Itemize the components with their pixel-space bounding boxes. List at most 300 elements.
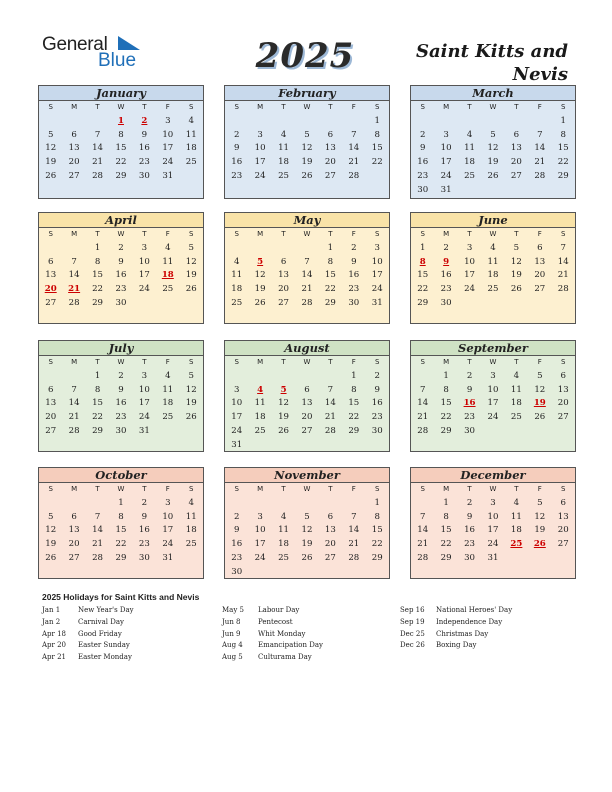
day-cell: 21 <box>348 539 360 550</box>
empty-day-cell <box>39 497 62 511</box>
empty-day-cell <box>458 184 481 198</box>
weekday-header <box>411 101 575 115</box>
holiday-day-cell: 2 <box>141 115 148 126</box>
day-cell: 19 <box>301 539 313 550</box>
day-cell: 29 <box>440 425 452 436</box>
holiday-column <box>222 605 396 664</box>
empty-day-cell <box>62 497 85 511</box>
day-cell: 15 <box>348 398 360 409</box>
day-cell: 8 <box>560 129 566 140</box>
day-cell: 22 <box>115 539 127 550</box>
day-cell: 30 <box>115 297 127 308</box>
holiday-day-cell: 26 <box>533 539 546 550</box>
day-cell: 19 <box>534 525 546 536</box>
holiday-column <box>400 605 570 652</box>
day-cell: 15 <box>440 525 452 536</box>
weekday-label: S <box>561 103 566 111</box>
day-cell: 10 <box>162 511 174 522</box>
empty-day-cell <box>411 370 434 384</box>
empty-day-cell <box>366 566 389 580</box>
holiday-date: Jun 8 <box>222 617 241 626</box>
day-cell: 22 <box>348 412 360 423</box>
holidays-title: 2025 Holidays for Saint Kitts and Nevis <box>42 592 200 602</box>
month-name: October <box>39 468 203 483</box>
week-row <box>411 297 575 311</box>
empty-day-cell <box>342 566 365 580</box>
day-cell: 5 <box>47 129 54 140</box>
day-cell: 24 <box>138 412 150 423</box>
day-cell: 13 <box>68 143 80 154</box>
day-cell: 18 <box>487 270 499 281</box>
day-cell: 20 <box>557 525 569 536</box>
holiday-day-cell: 20 <box>44 284 57 295</box>
holiday-name: New Year's Day <box>78 606 134 614</box>
week-row <box>411 184 575 198</box>
day-cell: 25 <box>510 412 522 423</box>
day-cell: 25 <box>254 425 266 436</box>
empty-day-cell <box>411 115 434 129</box>
day-cell: 13 <box>278 270 290 281</box>
country-line-1: Saint Kitts and <box>415 41 568 62</box>
day-cell: 9 <box>466 511 473 522</box>
weekday-label: S <box>189 485 194 493</box>
day-cell: 25 <box>278 552 290 563</box>
empty-day-cell <box>366 439 389 453</box>
week-row <box>39 129 203 143</box>
day-cell: 18 <box>278 539 290 550</box>
day-cell: 22 <box>371 157 383 168</box>
weekday-label: F <box>165 230 170 238</box>
week-row <box>39 524 203 538</box>
day-cell: 2 <box>419 129 426 140</box>
weekday-header <box>411 483 575 497</box>
day-cell: 1 <box>443 370 449 381</box>
empty-day-cell <box>481 425 504 439</box>
day-cell: 26 <box>278 425 290 436</box>
holiday-row <box>400 605 570 617</box>
day-cell: 8 <box>94 256 101 267</box>
holiday-date: Sep 16 <box>400 606 425 614</box>
day-cell: 17 <box>487 525 499 536</box>
day-cell: 28 <box>68 425 80 436</box>
day-cell: 13 <box>68 525 80 536</box>
day-cell: 28 <box>324 425 336 436</box>
weekday-label: F <box>165 358 170 366</box>
weekday-label: S <box>420 485 425 493</box>
weekday-label: T <box>142 358 147 366</box>
country-title <box>368 40 568 86</box>
weekday-label: F <box>351 103 356 111</box>
empty-day-cell <box>528 115 551 129</box>
weekday-label: T <box>281 230 286 238</box>
empty-day-cell <box>528 425 551 439</box>
holiday-date: Aug 5 <box>222 653 243 662</box>
day-cell: 26 <box>301 170 313 181</box>
day-cell: 19 <box>45 539 57 550</box>
day-cell: 1 <box>94 242 101 253</box>
day-cell: 11 <box>162 384 174 395</box>
week-row <box>225 552 389 566</box>
day-cell: 2 <box>233 511 240 522</box>
weekday-label: M <box>443 230 450 238</box>
day-cell: 3 <box>141 242 148 253</box>
weekday-header <box>39 228 203 242</box>
day-cell: 10 <box>371 256 383 267</box>
day-cell: 16 <box>115 270 127 281</box>
empty-day-cell <box>39 115 62 129</box>
day-cell: 27 <box>45 297 57 308</box>
day-cell: 27 <box>510 170 522 181</box>
week-row <box>225 524 389 538</box>
holiday-name: Easter Monday <box>78 653 132 662</box>
week-row <box>411 269 575 283</box>
weekday-label: S <box>189 358 194 366</box>
week-row <box>39 269 203 283</box>
day-cell: 19 <box>254 284 266 295</box>
holiday-day-cell: 21 <box>68 284 81 295</box>
day-cell: 31 <box>138 425 150 436</box>
day-cell: 2 <box>443 242 449 253</box>
day-cell: 16 <box>464 525 476 536</box>
empty-day-cell <box>366 170 389 184</box>
day-cell: 1 <box>443 497 449 508</box>
day-cell: 2 <box>118 370 124 381</box>
holiday-date: Apr 20 <box>42 641 67 650</box>
empty-day-cell <box>528 552 551 566</box>
holiday-row <box>222 629 396 641</box>
day-cell: 17 <box>371 270 383 281</box>
day-cell: 15 <box>440 398 452 409</box>
month-name: June <box>411 213 575 228</box>
holiday-name: Independence Day <box>436 617 503 626</box>
day-cell: 30 <box>348 297 360 308</box>
day-cell: 9 <box>141 129 148 140</box>
weekday-header <box>225 483 389 497</box>
holiday-day-cell: 16 <box>463 398 476 409</box>
day-cell: 1 <box>351 370 357 381</box>
holiday-date: Dec 26 <box>400 641 425 650</box>
holiday-row <box>222 605 396 617</box>
week-row <box>39 142 203 156</box>
weekday-label: M <box>257 103 264 111</box>
day-cell: 6 <box>47 256 54 267</box>
day-cell: 22 <box>92 284 104 295</box>
week-row <box>411 511 575 525</box>
day-cell: 12 <box>185 384 197 395</box>
holiday-name: Whit Monday <box>258 629 306 638</box>
holiday-row <box>42 629 218 641</box>
day-cell: 30 <box>231 566 243 577</box>
day-cell: 23 <box>417 170 429 181</box>
day-cell: 3 <box>443 129 449 140</box>
day-cell: 25 <box>185 157 197 168</box>
day-cell: 17 <box>464 270 476 281</box>
empty-day-cell <box>342 115 365 129</box>
empty-day-cell <box>180 170 203 184</box>
day-cell: 15 <box>92 270 104 281</box>
day-cell: 14 <box>68 270 80 281</box>
empty-day-cell <box>248 439 271 453</box>
day-cell: 4 <box>188 497 194 508</box>
day-cell: 20 <box>510 157 522 168</box>
empty-day-cell <box>528 184 551 198</box>
day-cell: 3 <box>257 511 263 522</box>
day-cell: 24 <box>440 170 452 181</box>
week-row <box>39 256 203 270</box>
week-row <box>39 283 203 297</box>
week-row <box>225 538 389 552</box>
day-cell: 19 <box>45 157 57 168</box>
week-row <box>225 256 389 270</box>
day-cell: 4 <box>513 370 520 381</box>
day-cell: 7 <box>560 242 566 253</box>
day-cell: 21 <box>348 157 360 168</box>
day-cell: 31 <box>162 552 174 563</box>
day-cell: 30 <box>138 552 150 563</box>
empty-day-cell <box>295 370 318 384</box>
day-cell: 25 <box>278 170 290 181</box>
holiday-day-cell: 18 <box>161 270 174 281</box>
week-row <box>39 156 203 170</box>
month-name: July <box>39 341 203 356</box>
weekday-label: T <box>514 485 519 493</box>
day-cell: 7 <box>94 511 101 522</box>
holiday-row <box>400 640 570 652</box>
day-cell: 4 <box>513 497 520 508</box>
day-cell: 7 <box>537 129 543 140</box>
holiday-date: Jun 9 <box>222 629 241 638</box>
empty-day-cell <box>180 297 203 311</box>
day-cell: 10 <box>254 143 266 154</box>
day-cell: 22 <box>92 412 104 423</box>
day-cell: 22 <box>440 539 452 550</box>
holiday-name: Emancipation Day <box>258 641 323 650</box>
day-cell: 5 <box>537 370 543 381</box>
weekday-label: S <box>189 230 194 238</box>
weekday-label: S <box>561 485 566 493</box>
day-cell: 4 <box>280 129 287 140</box>
month-name: November <box>225 468 389 483</box>
month-march <box>410 85 576 199</box>
week-row <box>411 283 575 297</box>
day-cell: 21 <box>68 412 80 423</box>
day-cell: 12 <box>278 398 290 409</box>
holiday-day-cell: 4 <box>257 384 264 395</box>
week-row <box>225 439 389 453</box>
day-cell: 13 <box>324 143 336 154</box>
day-cell: 14 <box>417 398 429 409</box>
weekday-label: S <box>420 358 425 366</box>
year-title: 2025 <box>255 36 355 76</box>
day-cell: 17 <box>254 157 266 168</box>
holiday-day-cell: 25 <box>510 539 523 550</box>
day-cell: 28 <box>68 297 80 308</box>
empty-day-cell <box>411 497 434 511</box>
weekday-label: F <box>165 103 170 111</box>
week-row <box>411 538 575 552</box>
day-cell: 3 <box>257 129 263 140</box>
week-row <box>225 370 389 384</box>
day-cell: 2 <box>141 497 148 508</box>
day-cell: 17 <box>162 143 174 154</box>
weekday-label: M <box>71 230 78 238</box>
day-cell: 7 <box>71 384 77 395</box>
day-cell: 27 <box>557 539 569 550</box>
month-january <box>38 85 204 199</box>
holiday-date: Apr 18 <box>42 629 67 638</box>
day-cell: 29 <box>440 552 452 563</box>
day-cell: 20 <box>68 157 80 168</box>
day-cell: 30 <box>464 552 476 563</box>
day-cell: 16 <box>115 398 127 409</box>
week-row <box>225 283 389 297</box>
day-cell: 11 <box>510 511 522 522</box>
day-cell: 2 <box>374 370 380 381</box>
month-name: January <box>39 86 203 101</box>
holiday-date: Sep 19 <box>400 617 425 626</box>
week-row <box>225 170 389 184</box>
day-cell: 22 <box>371 539 383 550</box>
day-cell: 27 <box>324 552 336 563</box>
day-cell: 27 <box>534 284 546 295</box>
holiday-row <box>222 640 396 652</box>
day-cell: 5 <box>537 497 543 508</box>
weekday-label: T <box>95 358 100 366</box>
day-cell: 15 <box>417 270 429 281</box>
day-cell: 24 <box>464 284 476 295</box>
day-cell: 20 <box>324 157 336 168</box>
holiday-row <box>42 617 218 629</box>
weekday-label: S <box>234 485 239 493</box>
day-cell: 28 <box>417 425 429 436</box>
empty-day-cell <box>434 115 457 129</box>
day-cell: 23 <box>138 539 150 550</box>
day-cell: 16 <box>138 525 150 536</box>
day-cell: 2 <box>466 370 473 381</box>
empty-day-cell <box>272 439 295 453</box>
weekday-label: W <box>117 358 125 366</box>
day-cell: 12 <box>254 270 266 281</box>
weekday-header <box>225 101 389 115</box>
day-cell: 4 <box>490 242 496 253</box>
week-row <box>411 552 575 566</box>
day-cell: 18 <box>185 143 197 154</box>
weekday-label: T <box>142 103 147 111</box>
month-june <box>410 212 576 324</box>
empty-day-cell <box>295 242 318 256</box>
weekday-header <box>411 356 575 370</box>
day-cell: 3 <box>466 242 473 253</box>
week-row <box>39 538 203 552</box>
day-cell: 23 <box>348 284 360 295</box>
weekday-label: M <box>71 485 78 493</box>
holiday-day-cell: 5 <box>280 384 287 395</box>
day-cell: 16 <box>440 270 452 281</box>
month-october <box>38 467 204 579</box>
weekday-label: S <box>375 358 380 366</box>
empty-day-cell <box>552 425 575 439</box>
day-cell: 28 <box>92 552 104 563</box>
day-cell: 17 <box>138 270 150 281</box>
day-cell: 18 <box>162 398 174 409</box>
week-row <box>411 242 575 256</box>
day-cell: 8 <box>443 511 449 522</box>
weekday-header <box>225 228 389 242</box>
day-cell: 3 <box>490 497 496 508</box>
day-cell: 22 <box>417 284 429 295</box>
day-cell: 20 <box>45 412 57 423</box>
weekday-label: S <box>48 485 53 493</box>
day-cell: 29 <box>92 425 104 436</box>
country-line-2: Nevis <box>512 64 568 85</box>
day-cell: 14 <box>324 398 336 409</box>
day-cell: 25 <box>162 412 174 423</box>
empty-day-cell <box>319 566 342 580</box>
empty-day-cell <box>272 370 295 384</box>
day-cell: 27 <box>324 170 336 181</box>
day-cell: 21 <box>92 157 104 168</box>
day-cell: 29 <box>348 425 360 436</box>
day-cell: 30 <box>464 425 476 436</box>
day-cell: 13 <box>324 525 336 536</box>
day-cell: 26 <box>185 284 197 295</box>
empty-day-cell <box>505 115 528 129</box>
day-cell: 17 <box>231 412 243 423</box>
day-cell: 21 <box>301 284 313 295</box>
day-cell: 10 <box>440 143 452 154</box>
day-cell: 11 <box>487 256 499 267</box>
day-cell: 12 <box>301 143 313 154</box>
empty-day-cell <box>505 184 528 198</box>
day-cell: 3 <box>374 242 380 253</box>
empty-day-cell <box>295 497 318 511</box>
holiday-name: Culturama Day <box>258 653 312 662</box>
day-cell: 30 <box>138 170 150 181</box>
day-cell: 16 <box>231 539 243 550</box>
day-cell: 1 <box>118 497 124 508</box>
week-row <box>225 269 389 283</box>
month-december <box>410 467 576 579</box>
empty-day-cell <box>86 497 109 511</box>
day-cell: 17 <box>254 539 266 550</box>
weekday-label: T <box>281 103 286 111</box>
day-cell: 13 <box>510 143 522 154</box>
week-row <box>411 142 575 156</box>
holiday-row <box>42 652 218 664</box>
day-cell: 17 <box>487 398 499 409</box>
weekday-label: W <box>303 485 311 493</box>
empty-day-cell <box>133 297 156 311</box>
day-cell: 23 <box>371 412 383 423</box>
empty-day-cell <box>62 370 85 384</box>
holiday-name: Boxing Day <box>436 641 477 650</box>
day-cell: 28 <box>301 297 313 308</box>
day-cell: 6 <box>327 129 334 140</box>
day-cell: 12 <box>510 256 522 267</box>
day-cell: 9 <box>233 143 240 154</box>
day-cell: 23 <box>231 552 243 563</box>
empty-day-cell <box>248 115 271 129</box>
empty-day-cell <box>39 242 62 256</box>
holiday-column <box>42 605 218 664</box>
day-cell: 27 <box>45 425 57 436</box>
day-cell: 3 <box>141 370 148 381</box>
day-cell: 13 <box>45 398 57 409</box>
holiday-row <box>42 640 218 652</box>
weekday-label: S <box>189 103 194 111</box>
day-cell: 14 <box>348 143 360 154</box>
day-cell: 6 <box>280 256 287 267</box>
